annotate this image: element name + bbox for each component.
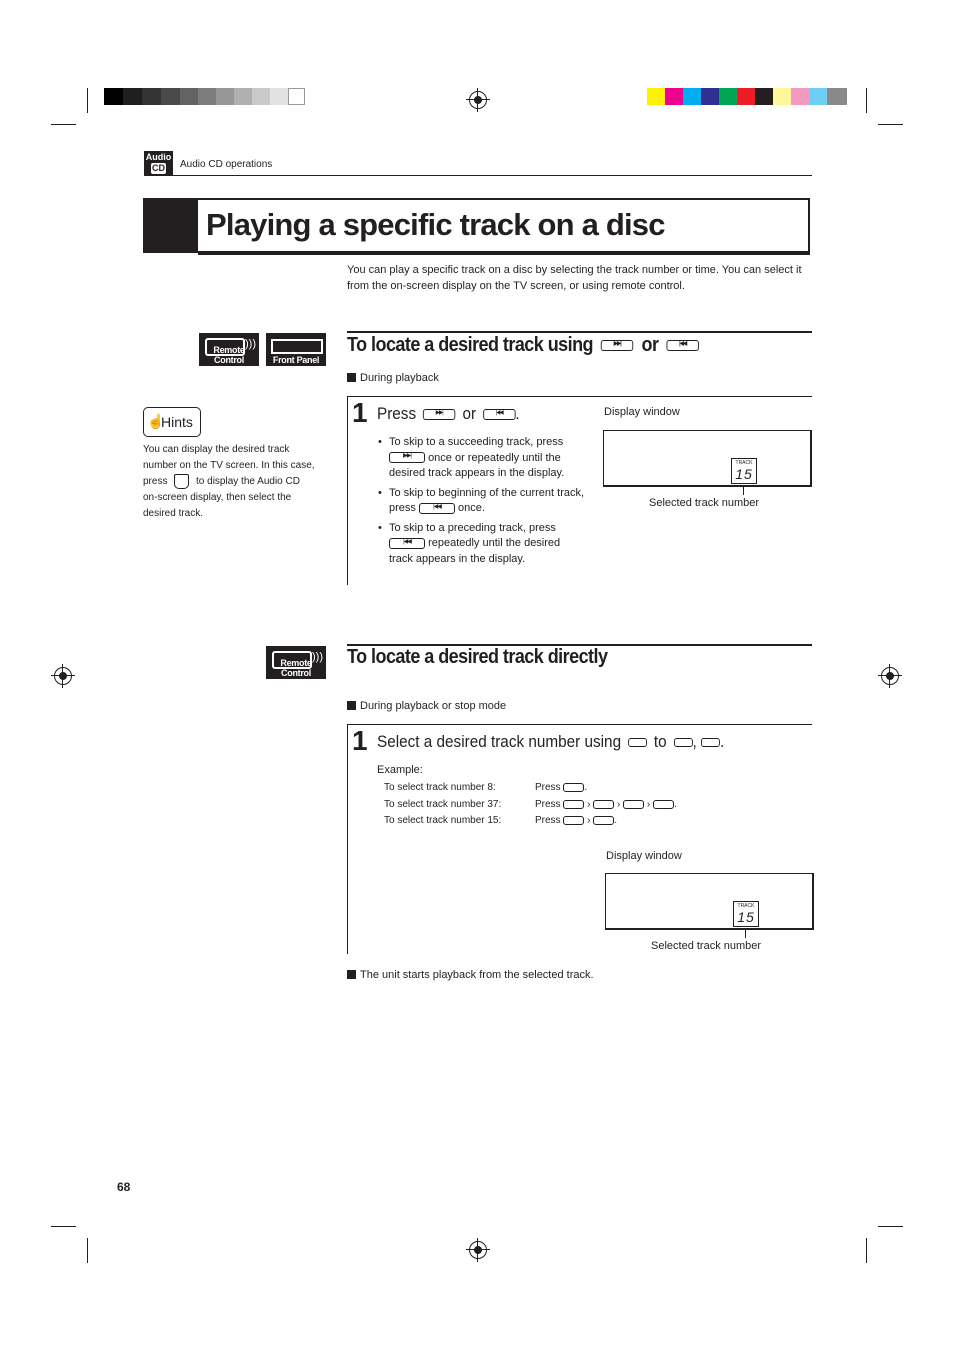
track-indicator-value: 15: [737, 909, 755, 925]
hints-text-a: You can display the desired track number on the TV screen. In this case, press: [143, 444, 315, 488]
example-label: Example:: [377, 764, 423, 776]
remote-signal-icon: ))): [245, 338, 256, 350]
bullet2-text-a: To skip to beginning of the current track, press: [389, 486, 585, 514]
next-track-button-icon: ▶▶|: [601, 340, 633, 351]
remote-signal-icon: ))): [312, 651, 323, 663]
remote-control-badge: [266, 646, 326, 679]
next-track-button-icon: ▶▶|: [423, 409, 455, 420]
previous-track-button-icon: |◀◀: [483, 409, 515, 420]
number-button-icon: [653, 800, 674, 809]
step2-comma: ,: [692, 732, 697, 751]
step1-number: 1: [352, 397, 368, 428]
selected-track-label: Selected track number: [649, 497, 760, 509]
step2-text: Select a desired track number using: [377, 732, 622, 751]
section1-condition: [347, 372, 439, 384]
track-indicator: [733, 901, 759, 927]
number-button-icon: [593, 800, 614, 809]
intro-paragraph: You can play a specific track on a disc by selecting the track number or time. You can select it from the on-screen display on the TV screen, or using remote control.: [347, 264, 802, 292]
header-rule: [144, 175, 812, 176]
registration-mark-top: [469, 91, 487, 109]
display-button-icon: [174, 474, 189, 489]
bullet3-text-a: To skip to a preceding track, press: [389, 521, 556, 534]
section2-condition-text: During playback or stop mode: [360, 700, 507, 712]
registration-mark-bottom: [469, 1241, 487, 1259]
front-panel-icon: [271, 339, 323, 354]
selected-track-label: Selected track number: [651, 940, 762, 952]
number-button-icon: [563, 816, 584, 825]
list-item: [376, 486, 586, 517]
step1-end: .: [515, 404, 520, 423]
footer-note: [347, 969, 594, 981]
section1-rule: [347, 331, 812, 333]
square-bullet-icon: [347, 701, 356, 710]
square-bullet-icon: [347, 970, 356, 979]
bullet1-text-b: once or repeatedly until the desired track appears in the display.: [389, 451, 565, 479]
example-row-label: To select track number 37:: [384, 799, 502, 810]
title-block-marker: [143, 198, 198, 253]
step2-to: to: [653, 732, 667, 751]
section-label: Audio CD operations: [180, 159, 273, 170]
hints-title: Hints: [161, 414, 193, 430]
page-title: Playing a specific track on a disc: [206, 207, 665, 242]
display-window: [605, 873, 814, 930]
next-track-button-icon: ▶▶|: [389, 452, 425, 463]
track-indicator-label: TRACK: [737, 903, 755, 909]
number-button-icon: [563, 800, 584, 809]
number-button-icon: [674, 738, 693, 747]
remote-control-badge: [199, 333, 259, 366]
step2-left-rule: [347, 724, 348, 954]
number-button-icon: [623, 800, 644, 809]
hints-text-b: to display the Audio CD on-screen display, then select the desired track.: [143, 476, 300, 520]
track-indicator: [731, 458, 757, 484]
registration-mark-right: [881, 667, 899, 685]
previous-track-button-icon: |◀◀: [419, 503, 455, 514]
example-row-press: Press .: [535, 782, 588, 793]
section1-title-prefix: To locate a desired track using: [347, 334, 594, 356]
display-window-label: Display window: [604, 406, 680, 418]
pointing-hand-icon: ☝: [147, 413, 165, 429]
section1-title: [347, 334, 699, 357]
bullet2-text-b: once.: [458, 502, 485, 514]
display-pointer-line: [743, 485, 744, 495]
audio-cd-icon-line2: CD: [152, 163, 165, 173]
example-row-label: To select track number 15:: [384, 815, 502, 826]
list-item: [376, 521, 586, 568]
step2-top-rule: [347, 724, 812, 725]
audio-cd-icon-line1: Audio: [145, 152, 172, 162]
step1-or: or: [462, 404, 477, 423]
number-button-icon: [701, 738, 720, 747]
step2-number: 1: [352, 725, 368, 756]
front-panel-badge-label: Front Panel: [272, 355, 320, 365]
display-window: [603, 430, 812, 487]
track-indicator-label: TRACK: [735, 460, 753, 466]
page-number: 68: [117, 1180, 131, 1194]
square-bullet-icon: [347, 373, 356, 382]
list-item: [376, 435, 586, 482]
display-window-label: Display window: [606, 850, 682, 862]
section1-title-or: or: [641, 334, 659, 356]
bullet1-text-a: To skip to a succeeding track, press: [389, 436, 564, 448]
number-button-icon: [628, 738, 647, 747]
display-pointer-line: [745, 928, 746, 938]
hints-text: [143, 442, 315, 522]
section2-title: To locate a desired track directly: [347, 646, 608, 668]
step2-instruction: [377, 732, 724, 752]
step2-end: .: [719, 732, 725, 751]
registration-mark-left: [54, 667, 72, 685]
previous-track-button-icon: |◀◀: [389, 538, 425, 549]
example-press: Press: [535, 782, 561, 793]
audio-cd-section-icon: [144, 151, 173, 176]
example-row-press: Press › › › .: [535, 799, 677, 810]
step1-instruction: [377, 404, 520, 424]
hints-badge: [143, 407, 201, 437]
example-row-label: To select track number 8:: [384, 782, 496, 793]
step1-press: Press: [377, 404, 417, 423]
number-button-icon: [593, 816, 614, 825]
footer-note-text: The unit starts playback from the selected track.: [360, 969, 594, 981]
section2-condition: [347, 700, 506, 712]
track-indicator-value: 15: [735, 466, 753, 482]
step1-top-rule: [347, 396, 812, 397]
section1-condition-text: During playback: [360, 372, 439, 384]
front-panel-badge: [266, 333, 326, 366]
example-row-press: Press › .: [535, 815, 618, 826]
example-press: Press: [535, 799, 561, 810]
remote-control-badge-label: Remote Control: [280, 658, 312, 678]
previous-track-button-icon: |◀◀: [667, 340, 699, 351]
example-press: Press: [535, 815, 561, 826]
remote-control-badge-label: Remote Control: [213, 345, 245, 365]
step1-left-rule: [347, 396, 348, 585]
number-button-icon: [563, 783, 584, 792]
step1-bullet-list: [376, 435, 586, 571]
bullet3-text-b: repeatedly until the desired track appears in the display.: [389, 537, 561, 565]
